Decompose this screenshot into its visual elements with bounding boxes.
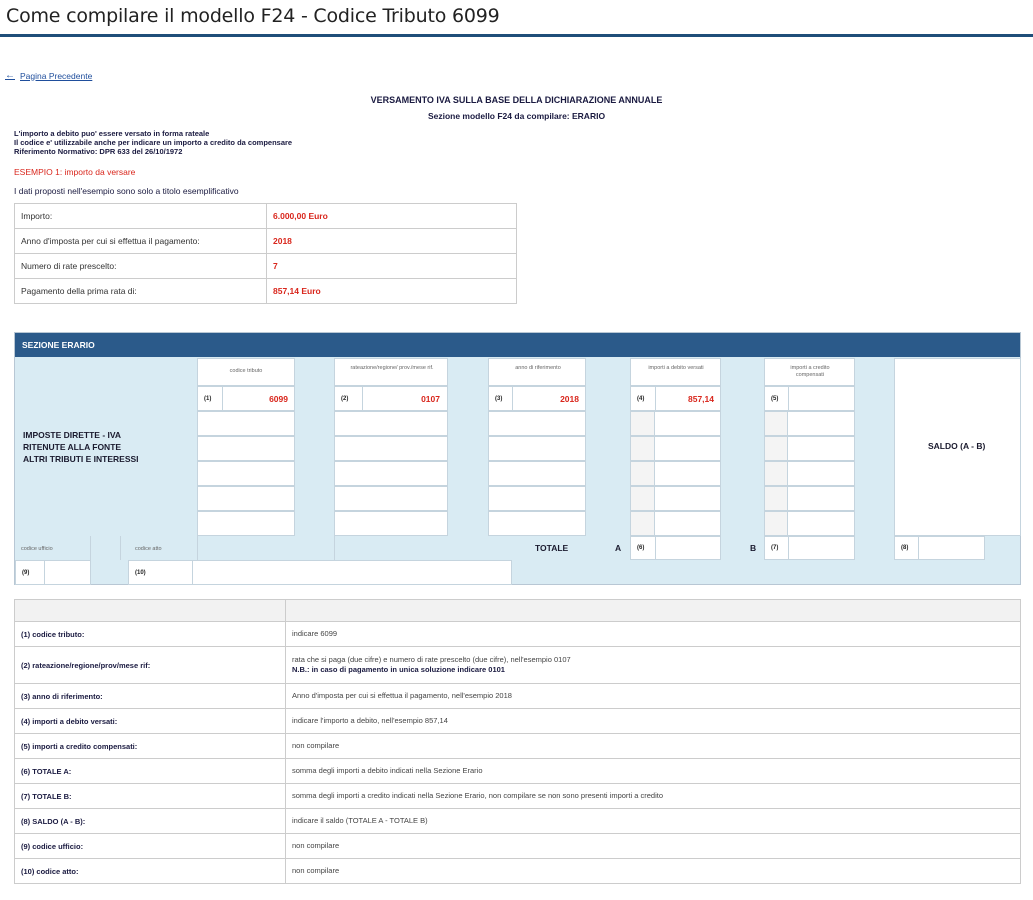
legend-row	[15, 809, 1021, 834]
info-row	[15, 254, 517, 279]
field-value: 6099	[269, 394, 288, 404]
field-number: (9)	[22, 570, 30, 576]
erario-side-label	[23, 429, 139, 465]
erario-header: SEZIONE ERARIO	[15, 333, 1020, 357]
side-line: RITENUTE ALLA FONTE	[23, 442, 122, 452]
legend-value: non compilare	[286, 834, 1021, 859]
field-number: (2)	[341, 396, 349, 402]
legend-header-row	[15, 600, 1021, 622]
field-number: (4)	[637, 396, 645, 402]
info-row	[15, 279, 517, 304]
field-number: (6)	[637, 545, 645, 551]
field-number: (5)	[771, 396, 779, 402]
legend-key: (5) importi a credito compensati:	[15, 734, 286, 759]
info-label: Anno d'imposta per cui si effettua il pagamento:	[15, 229, 267, 254]
saldo-field[interactable]	[894, 536, 985, 560]
legend-value: somma degli importi a credito indicati nella Sezione Erario, non compilare se non sono presenti importi a credito	[286, 784, 1021, 809]
empty-field[interactable]	[488, 511, 586, 536]
title-bar	[0, 0, 1033, 37]
info-label: Pagamento della prima rata di:	[15, 279, 267, 304]
empty-field[interactable]	[764, 436, 855, 461]
sub-heading: Sezione modello F24 da compilare: ERARIO	[427, 111, 606, 121]
legend-value: somma degli importi a debito indicati nella Sezione Erario	[286, 759, 1021, 784]
empty-field[interactable]	[764, 461, 855, 486]
totale-label: TOTALE	[535, 543, 569, 553]
column-label: codice tributo	[229, 368, 263, 374]
legend-row	[15, 709, 1021, 734]
main-heading: VERSAMENTO IVA SULLA BASE DELLA DICHIARAZIONE ANNUALE	[370, 95, 663, 105]
info-value: 7	[267, 254, 517, 279]
column-label: importi a credito compensati	[790, 365, 830, 378]
anno-header	[488, 358, 586, 386]
legend-value: Anno d'imposta per cui si effettua il pagamento, nell'esempio 2018	[286, 684, 1021, 709]
field-number: (7)	[771, 545, 779, 551]
totale-b-field[interactable]	[764, 536, 855, 560]
legend-value-line: rata che si paga (due cifre) e numero di rate prescelto (due cifre), nell'esempio 0107	[292, 655, 571, 664]
legend-header-value: Come compilare il campo	[286, 600, 1021, 622]
column-label: rateazione/regione/ prov./mese rif.	[350, 365, 434, 371]
legend-row	[15, 759, 1021, 784]
debito-header	[630, 358, 721, 386]
field-number: (1)	[204, 396, 212, 402]
empty-field[interactable]	[630, 436, 721, 461]
sezione-erario	[14, 332, 1021, 585]
column-label: importi a debito versati	[648, 365, 704, 371]
totale-a-label: A	[615, 543, 622, 553]
legend-row	[15, 734, 1021, 759]
info-label: Importo:	[15, 204, 267, 229]
legend-key: (7) TOTALE B:	[15, 784, 286, 809]
empty-field[interactable]	[630, 486, 721, 511]
field-value: 2018	[560, 394, 579, 404]
rateazione-header	[334, 358, 448, 386]
legend-key: (2) rateazione/regione/prov/mese rif:	[15, 647, 286, 684]
codice-atto-label: codice atto	[135, 546, 162, 552]
empty-field[interactable]	[197, 436, 295, 461]
legend-key: (4) importi a debito versati:	[15, 709, 286, 734]
rateazione-field[interactable]	[334, 386, 448, 411]
info-value: 857,14 Euro	[267, 279, 517, 304]
legend-table	[14, 599, 1021, 884]
side-line: IMPOSTE DIRETTE - IVA	[23, 430, 122, 440]
empty-field[interactable]	[630, 411, 721, 436]
empty-field[interactable]	[630, 511, 721, 536]
legend-row	[15, 859, 1021, 884]
legend-key: (3) anno di riferimento:	[15, 684, 286, 709]
column-label: anno di riferimento	[515, 365, 561, 371]
notes	[14, 129, 292, 156]
empty-field[interactable]	[488, 486, 586, 511]
legend-key: (8) SALDO (A - B):	[15, 809, 286, 834]
empty-field[interactable]	[334, 461, 448, 486]
note-line: L'importo a debito puo' essere versato in forma rateale	[14, 129, 210, 138]
legend-value: indicare 6099	[286, 622, 1021, 647]
info-value: 6.000,00 Euro	[267, 204, 517, 229]
back-link-label[interactable]: Pagina Precedente	[20, 70, 93, 81]
example-info-table	[14, 203, 517, 304]
totale-a-field[interactable]	[630, 536, 721, 560]
legend-value-note: N.B.: in caso di pagamento in unica soluzione indicare 0101	[292, 665, 505, 674]
totale-b-label: B	[750, 543, 757, 553]
legend-row	[15, 784, 1021, 809]
empty-field[interactable]	[488, 411, 586, 436]
credito-field[interactable]	[764, 386, 855, 411]
legend-row	[15, 834, 1021, 859]
example-note: I dati proposti nell'esempio sono solo a titolo esemplificativo	[14, 186, 239, 196]
saldo-label: SALDO (A - B)	[928, 441, 986, 451]
arrow-left-icon: ←	[5, 70, 15, 81]
empty-field[interactable]	[197, 486, 295, 511]
note-line: Il codice e' utilizzabile anche per indicare un importo a credito da compensare	[14, 138, 293, 147]
empty-field[interactable]	[764, 486, 855, 511]
empty-field[interactable]	[197, 411, 295, 436]
field-number: (3)	[495, 396, 503, 402]
empty-field[interactable]	[334, 411, 448, 436]
credito-header	[764, 358, 855, 386]
back-link[interactable]	[5, 70, 92, 81]
legend-row	[15, 622, 1021, 647]
legend-header-key: Sezione modello F24	[15, 600, 286, 622]
legend-value: non compilare	[286, 734, 1021, 759]
info-label: Numero di rate prescelto:	[15, 254, 267, 279]
note-line: Riferimento Normativo: DPR 633 del 26/10/1972	[14, 147, 183, 156]
codice-tributo-field[interactable]	[197, 386, 295, 411]
empty-field[interactable]	[764, 411, 855, 436]
field-value: 0107	[421, 394, 440, 404]
example-title: ESEMPIO 1: importo da versare	[14, 167, 136, 177]
info-value: 2018	[267, 229, 517, 254]
info-row	[15, 204, 517, 229]
field-value: 857,14	[688, 394, 714, 404]
field-number: (10)	[135, 570, 146, 576]
side-line: ALTRI TRIBUTI E INTERESSI	[23, 454, 139, 464]
empty-field[interactable]	[488, 436, 586, 461]
page-title: Come compilare il modello F24 - Codice Tributo 6099	[6, 5, 500, 27]
empty-field[interactable]	[197, 461, 295, 486]
legend-value	[286, 647, 1021, 684]
legend-key: (6) TOTALE A:	[15, 759, 286, 784]
legend-key: (1) codice tributo:	[15, 622, 286, 647]
empty-field[interactable]	[630, 461, 721, 486]
legend-row	[15, 684, 1021, 709]
debito-field[interactable]	[630, 386, 721, 411]
legend-key: (9) codice ufficio:	[15, 834, 286, 859]
field-number: (8)	[901, 545, 909, 551]
empty-field[interactable]	[764, 511, 855, 536]
anno-field[interactable]	[488, 386, 586, 411]
legend-value: indicare il saldo (TOTALE A - TOTALE B)	[286, 809, 1021, 834]
empty-field[interactable]	[334, 436, 448, 461]
legend-key: (10) codice atto:	[15, 859, 286, 884]
legend-value: indicare l'importo a debito, nell'esempio 857,14	[286, 709, 1021, 734]
info-row	[15, 229, 517, 254]
codice-atto-field[interactable]	[128, 560, 512, 585]
codice-ufficio-field[interactable]	[15, 560, 91, 585]
empty-field[interactable]	[334, 511, 448, 536]
codice-ufficio-label: codice ufficio	[21, 546, 53, 552]
empty-field[interactable]	[334, 486, 448, 511]
saldo-box	[894, 358, 1021, 536]
empty-field[interactable]	[197, 511, 295, 536]
codice-tributo-header	[197, 358, 295, 386]
legend-value: non compilare	[286, 859, 1021, 884]
legend-row	[15, 647, 1021, 684]
empty-field[interactable]	[488, 461, 586, 486]
